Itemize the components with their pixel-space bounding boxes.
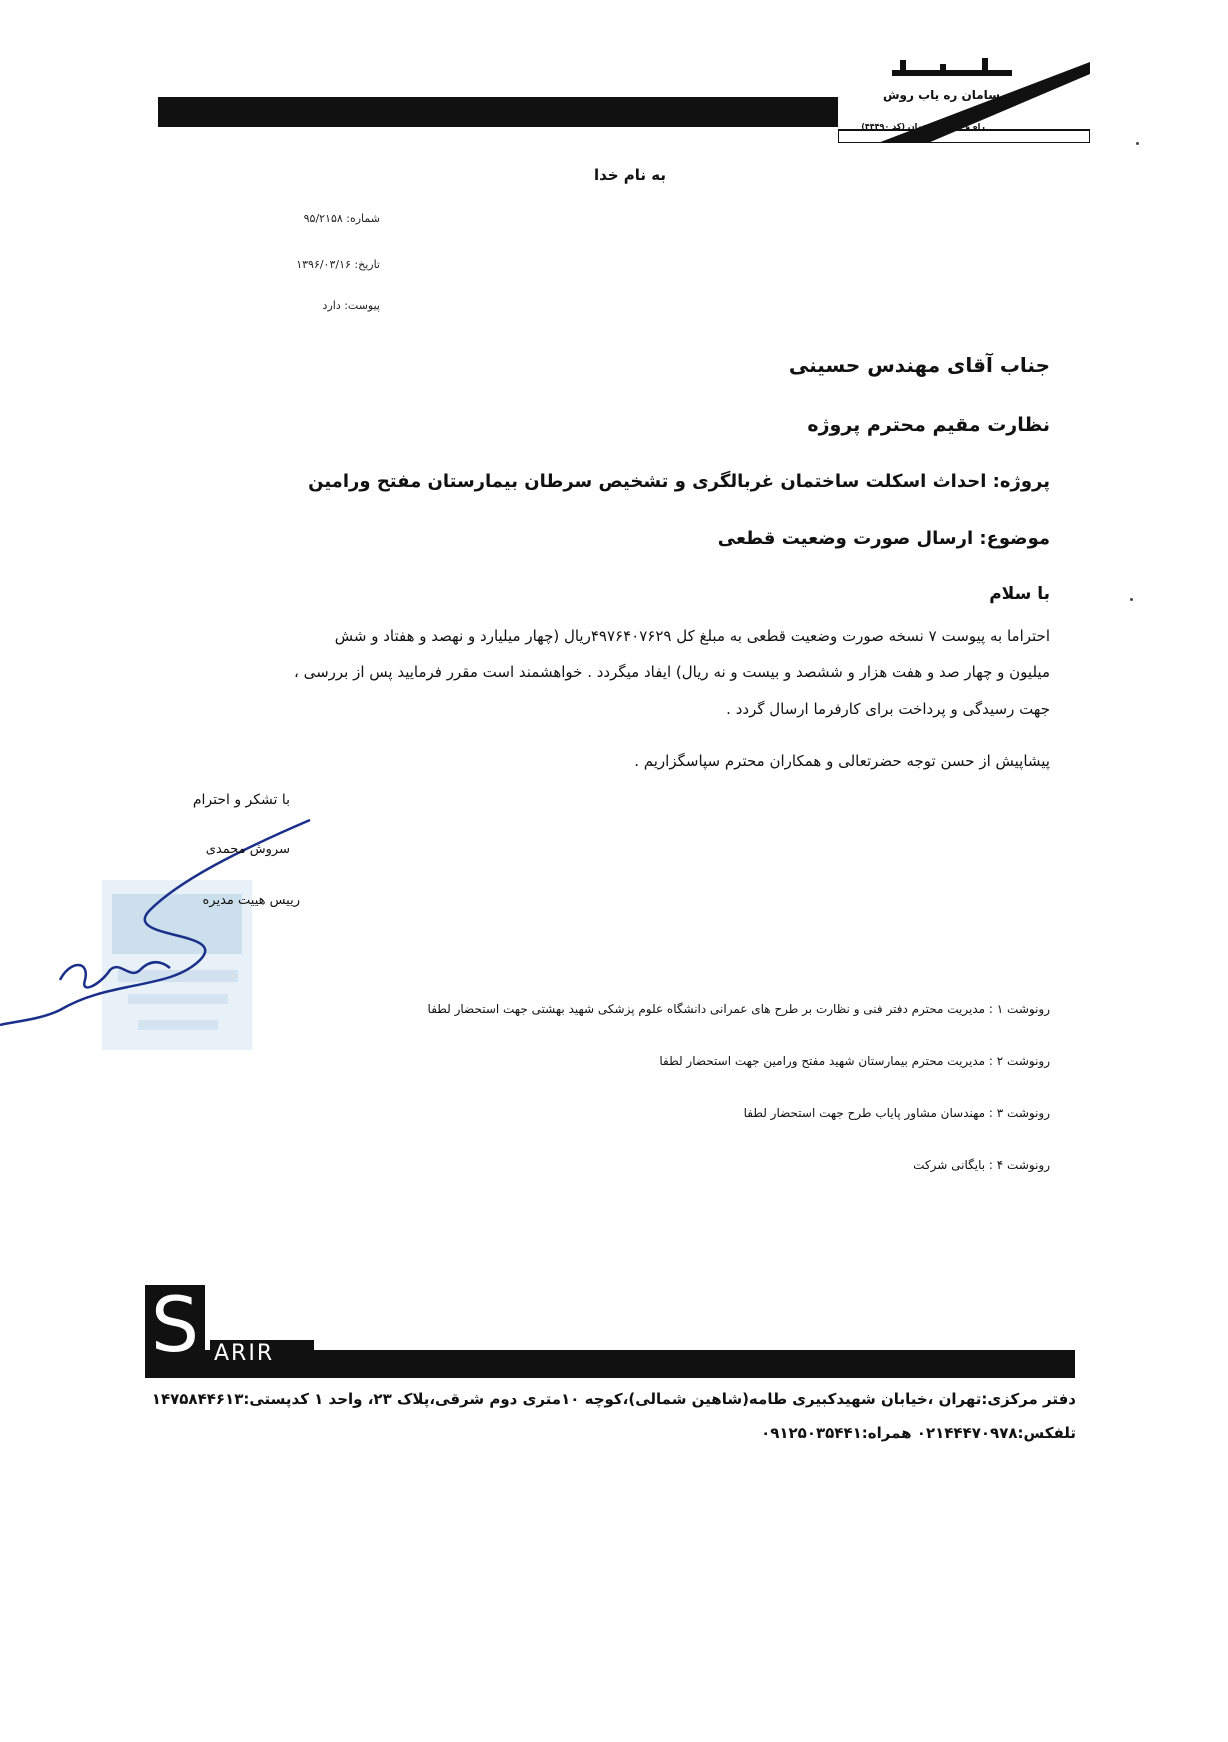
- body-line-3: جهت رسیدگی و پرداخت برای کارفرما ارسال گردد .: [726, 700, 1050, 718]
- footer-phone: تلفکس:۰۲۱۴۴۴۷۰۹۷۸ همراه:۰۹۱۲۵۰۳۵۴۴۱: [761, 1424, 1076, 1442]
- company-logo-icon: [892, 56, 1012, 80]
- thanks-line: پیشاپیش از حسن توجه حضرتعالی و همکاران محترم سپاسگزاریم .: [634, 752, 1050, 770]
- header-subtitle: راه و باند، ساختمان (کد ۴۴۴۹۰): [861, 122, 985, 131]
- footer-logo-word: ARIR: [210, 1340, 314, 1368]
- letter-attachment: پیوست: دارد: [322, 299, 380, 312]
- cc-line-4: رونوشت ۴ : بایگانی شرکت: [913, 1158, 1050, 1172]
- letter-number: شماره: ۹۵/۲۱۵۸: [303, 212, 380, 225]
- basmala: به نام خدا: [593, 166, 667, 184]
- greeting: با سلام: [989, 584, 1050, 604]
- footer-logo-letter: S: [145, 1285, 205, 1365]
- footer-address: دفتر مرکزی:تهران ،خیابان شهیدکبیری طامه(شاهین شمالی)،کوچه ۱۰متری دوم شرقی،پلاک ۲۳، واحد ۱ کدپستی:۱۴۷۵۸۴۴۶۱۳: [151, 1390, 1076, 1408]
- body-line-1: احتراما به پیوست ۷ نسخه صورت وضعیت قطعی به مبلغ کل ۴۹۷۶۴۰۷۶۲۹ریال (چهار میلیارد و نهصد و هفتاد و شش: [334, 627, 1050, 645]
- project-line: پروژه: احداث اسکلت ساختمان غربالگری و تشخیص سرطان بیمارستان مفتح ورامین: [308, 471, 1050, 492]
- body-line-2: میلیون و چهار صد و هفت هزار و ششصد و بیست و نه ریال) ایفاد میگردد . خواهشمند است مقرر فرمایید پس از بررسی ،: [293, 663, 1050, 681]
- scan-speck: [1136, 142, 1139, 145]
- letter-date: تاریخ: ۱۳۹۶/۰۳/۱۶: [296, 258, 380, 271]
- cc-line-2: رونوشت ۲ : مدیریت محترم بیمارستان شهید مفتح ورامین جهت استحضار لطفا: [659, 1054, 1050, 1068]
- supervision-line: نظارت مقیم محترم پروژه: [807, 414, 1050, 436]
- subject-line: موضوع: ارسال صورت وضعیت قطعی: [717, 528, 1050, 549]
- cc-line-1: رونوشت ۱ : مدیریت محترم دفتر فنی و نظارت بر طرح های عمرانی دانشگاه علوم پزشکی شهید بهشتی جهت استحضار لطفا: [427, 1002, 1050, 1016]
- header-company-name: سامان ره یاب روش: [882, 88, 1000, 102]
- signature-name: سروش محمدی: [205, 842, 290, 857]
- addressee: جناب آقای مهندس حسینی: [788, 353, 1050, 377]
- signature-title: رییس هییت مدیره: [202, 893, 300, 908]
- cc-line-3: رونوشت ۳ : مهندسان مشاور پایاب طرح جهت استحضار لطفا: [743, 1106, 1050, 1120]
- signature-closing: با تشکر و احترام: [192, 792, 290, 808]
- scan-speck: [1130, 598, 1133, 601]
